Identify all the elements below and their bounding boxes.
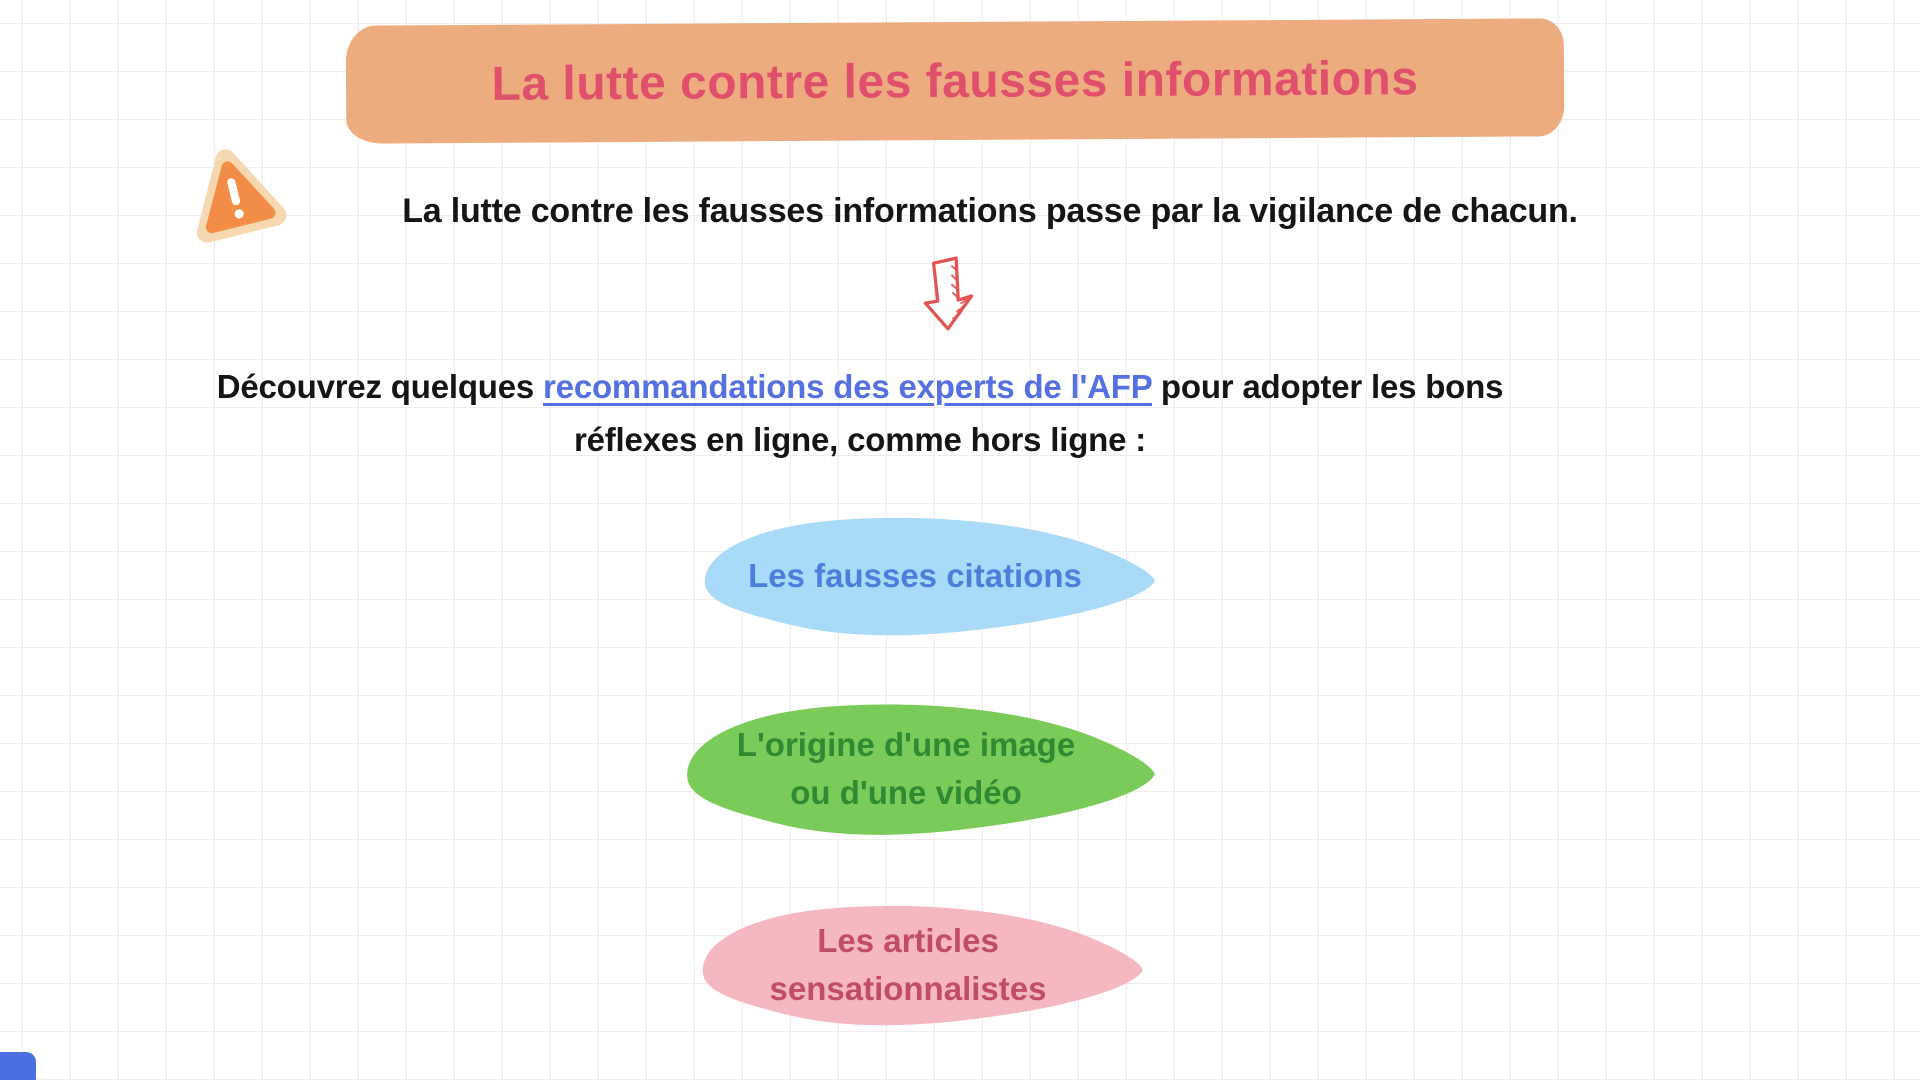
instruction-text bbox=[150, 360, 1570, 466]
topic-label-line1: Les articles bbox=[817, 922, 999, 959]
topic-button-articles-sensationnalistes[interactable] bbox=[696, 900, 1146, 1030]
instruction-suffix: pour adopter les bons bbox=[1151, 368, 1504, 405]
afp-recommendations-link[interactable]: recommandations des experts de l'AFP bbox=[543, 368, 1152, 405]
topic-button-origine-image-video[interactable] bbox=[680, 698, 1158, 840]
instruction-prefix: Découvrez quelques bbox=[216, 368, 544, 405]
topic-label-line2: ou d'une vidéo bbox=[790, 774, 1022, 811]
topic-label-line1: L'origine d'une image bbox=[736, 726, 1076, 763]
title-banner bbox=[346, 18, 1565, 143]
topic-label-line2: sensationnalistes bbox=[769, 970, 1047, 1007]
down-arrow-icon-svg bbox=[916, 254, 984, 338]
topic-label: Les fausses citations bbox=[748, 557, 1082, 594]
intro-text: La lutte contre les fausses informations passe par la vigilance de chacun. bbox=[402, 192, 1578, 230]
down-arrow-icon bbox=[916, 254, 984, 338]
topic-button-fausses-citations[interactable] bbox=[698, 512, 1158, 640]
page-title: La lutte contre les fausses informations bbox=[491, 51, 1419, 111]
corner-nav-fragment[interactable] bbox=[0, 1052, 36, 1080]
instruction-line2: réflexes en ligne, comme hors ligne : bbox=[573, 421, 1147, 458]
